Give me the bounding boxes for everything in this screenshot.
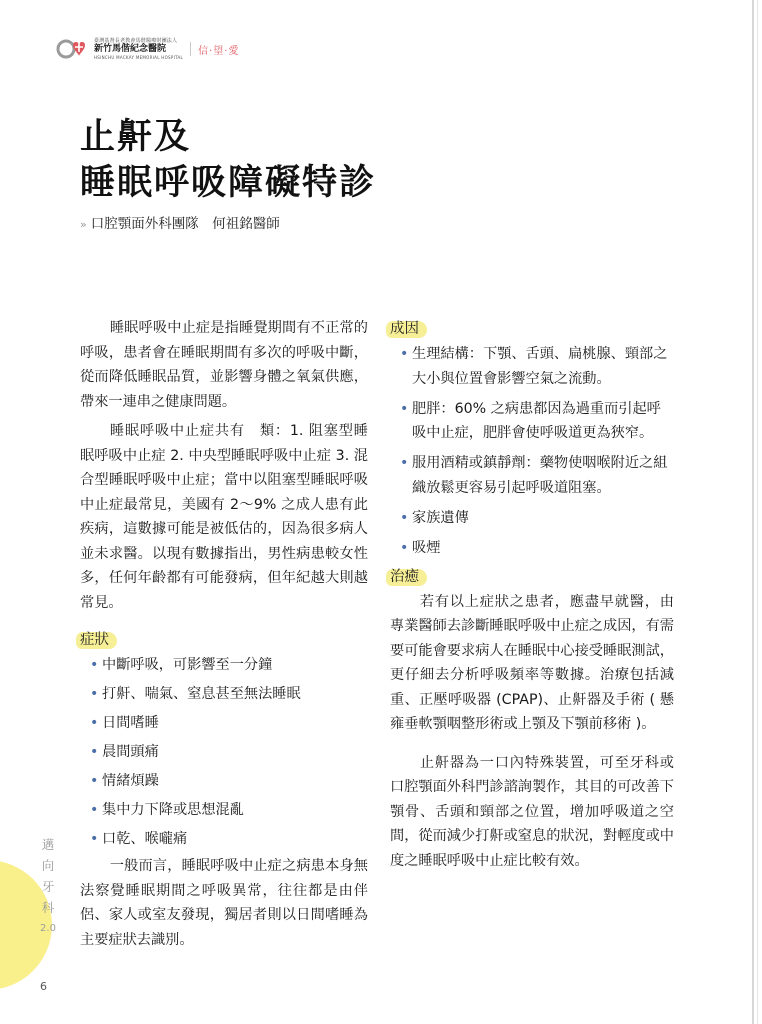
causes-list (390, 342, 674, 560)
side-label-char: 牙 (41, 879, 55, 894)
hospital-header (56, 36, 239, 62)
list-item: • 肥胖：60% 之病患都因為過重而引起呼吸中止症，肥胖會使呼吸道更為狹窄。 (390, 397, 674, 446)
causes-heading-wrap (386, 318, 674, 340)
logo-top-text: 臺灣基督長老教會馬偕醫療財團法人 (94, 37, 178, 44)
side-label-char: 科 (41, 900, 55, 915)
list-item: • 集中力下降或思想混亂 (80, 798, 368, 823)
side-label-version: 2.0 (40, 923, 56, 934)
side-label (38, 834, 58, 939)
symptoms-list (80, 653, 368, 852)
closing-paragraph: 一般而言，睡眠呼吸中止症之病患本身無法察覺睡眠期間之呼吸異常，往往都是由伴侶、家人或室友發現，獨居者則以日間嗜睡為主要症狀去識別。 (80, 858, 368, 948)
page-edge-inner (757, 0, 758, 1024)
symptoms-heading-wrap (76, 629, 368, 651)
treatment-heading-wrap (386, 566, 674, 588)
page-number: 6 (40, 980, 47, 993)
byline-arrow-icon: » (80, 218, 87, 231)
list-item: • 中斷呼吸，可影響至一分鐘 (80, 653, 368, 678)
byline (80, 212, 280, 232)
left-column (80, 316, 368, 952)
article-title (80, 114, 376, 206)
side-label-char: 邁 (41, 837, 55, 852)
treatment-paragraph-2: 止鼾器為一口內特殊裝置，可至牙科或口腔顎面外科門診諮詢製作，其目的可改善下顎骨、舌頭和頸部之位置，增加呼吸道之空間，從而減少打鼾或窒息的狀況，對輕度或中度之睡眠呼吸中止症比較有效。 (390, 754, 674, 869)
intro-paragraph-2: 睡眠呼吸中止症共有 類：1. 阻塞型睡眠呼吸中止症 2. 中央型睡眠呼吸中止症 3. 混合型睡眠呼吸中止症；當中以阻塞型睡眠呼吸中止症最常見，美國有 2～9% 之成人患有此疾病，這數據可能是被低估的，因為很多病人並未求醫。以現有數據指出，男性病患較女性多，任何年齡都有可能發病，但年紀越大則越常見。 (80, 423, 368, 611)
logo-english-name: HSINCHU MACKAY MEMORIAL HOSPITAL (94, 54, 184, 60)
list-item: • 服用酒精或鎮靜劑：藥物使咽喉附近之組織放鬆更容易引起呼吸道阻塞。 (390, 451, 674, 500)
hospital-logo-icon (56, 37, 90, 61)
list-item: • 家族遺傳 (390, 506, 674, 531)
symptoms-heading: 症狀 (76, 629, 115, 651)
logo-text (94, 38, 183, 61)
spacer (390, 737, 674, 751)
causes-heading: 成因 (386, 318, 425, 340)
title-line-1: 止鼾及 (80, 116, 192, 157)
byline-author: 口腔顎面外科團隊 何祖銘醫師 (90, 216, 280, 232)
list-item: • 打鼾、喘氣、窒息甚至無法睡眠 (80, 682, 368, 707)
slogan: 信·望·愛 (198, 45, 240, 57)
list-item: • 情緒煩躁 (80, 769, 368, 794)
treatment-paragraph-1: 若有以上症狀之患者，應盡早就醫，由專業醫師去診斷睡眠呼吸中止症之成因，有需要可能會要求病人在睡眠中心接受睡眠測試，更仔細去分析呼吸頻率等數據。治療包括減重、正壓呼吸器 (CPAP)、止鼾器及手術 ( 懸雍垂軟顎咽整形術或上顎及下顎前移術 )。 (390, 593, 674, 732)
list-item: • 晨間頭痛 (80, 740, 368, 765)
logo-hospital-name: 新竹馬偕紀念醫院 (94, 43, 167, 54)
logo-divider (190, 42, 191, 56)
title-line-2: 睡眠呼吸障礙特診 (80, 162, 377, 203)
list-item: • 吸煙 (390, 536, 674, 561)
list-item: • 生理結構：下顎、舌頭、扁桃腺、頸部之大小與位置會影響空氣之流動。 (390, 342, 674, 391)
list-item: • 口乾、喉嚨痛 (80, 827, 368, 852)
treatment-heading: 治癒 (386, 566, 425, 588)
intro-paragraph-1: 睡眠呼吸中止症是指睡覺期間有不正常的呼吸，患者會在睡眠期間有多次的呼吸中斷，從而降低睡眠品質，並影響身體之氧氣供應，帶來一連串之健康問題。 (80, 320, 368, 410)
right-column (390, 316, 674, 873)
side-label-char: 向 (41, 858, 55, 873)
page-edge (752, 0, 754, 1024)
list-item: • 日間嗜睡 (80, 711, 368, 736)
